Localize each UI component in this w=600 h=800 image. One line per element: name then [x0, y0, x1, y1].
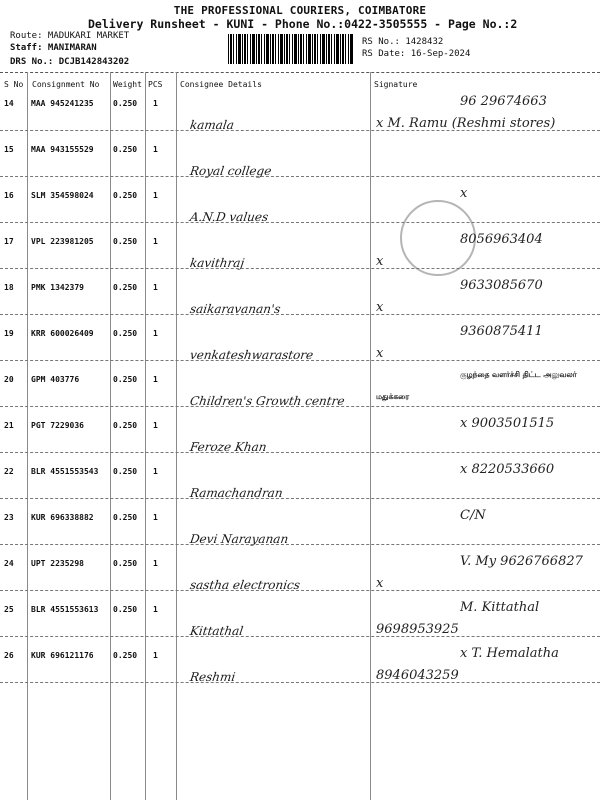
signature-text: 8946043259 [376, 668, 459, 683]
weight-value: 0.250 [113, 421, 138, 430]
company-title: THE PROFESSIONAL COURIERS, COIMBATORE [173, 4, 427, 17]
consignment-number: MAA 945241235 [31, 99, 94, 108]
consignment-number: KUR 696121176 [31, 651, 94, 660]
consignment-number: BLR 4551553543 [31, 467, 99, 476]
serial-number: 25 [4, 605, 14, 614]
column-header-weight: Weight [113, 80, 142, 89]
row-divider [0, 222, 600, 223]
pcs-value: 1 [153, 513, 158, 522]
pcs-value: 1 [153, 145, 158, 154]
signature-text: M. Kittathal [460, 600, 540, 615]
weight-value: 0.250 [113, 375, 138, 384]
row-divider [0, 590, 600, 591]
serial-number: 20 [4, 375, 14, 384]
weight-value: 0.250 [113, 559, 138, 568]
signature-text: 9360875411 [460, 324, 543, 339]
weight-value: 0.250 [113, 651, 138, 660]
signature-text: 9698953925 [376, 622, 459, 637]
route-label: Route: MADUKARI MARKET [10, 31, 130, 41]
table-row [0, 414, 600, 460]
barcode [228, 34, 354, 64]
consignee-name: Devi Narayanan [189, 532, 290, 546]
consignee-name: sastha electronics [189, 578, 301, 592]
pcs-value: 1 [153, 237, 158, 246]
signature-text: மதுக்கரை [376, 392, 410, 401]
table-row [0, 138, 600, 184]
weight-value: 0.250 [113, 191, 138, 200]
consignment-number: KRR 600026409 [31, 329, 94, 338]
consignee-name: venkateshwarastore [189, 348, 315, 362]
table-row [0, 644, 600, 690]
signature-text: x [376, 576, 384, 591]
signature-text: x 9003501515 [460, 416, 555, 431]
consignment-number: GPM 403776 [31, 375, 80, 384]
consignment-number: PMK 1342379 [31, 283, 84, 292]
table-row [0, 322, 600, 368]
column-header-sno: S No [4, 80, 24, 89]
signature-text: குழந்தை வளர்ச்சி திட்ட அலுவலர் [460, 370, 577, 379]
table-row [0, 552, 600, 598]
row-divider [0, 360, 600, 361]
column-header-consignment: Consignment No [32, 80, 100, 89]
table-row [0, 92, 600, 138]
staff-label: Staff: MANIMARAN [10, 43, 97, 53]
consignment-number: UPT 2235298 [31, 559, 84, 568]
signature-text: C/N [460, 508, 486, 523]
consignee-name: A.N.D values [189, 210, 270, 224]
pcs-value: 1 [153, 329, 158, 338]
consignee-name: kavithraj [189, 256, 246, 270]
consignment-number: SLM 354598024 [31, 191, 94, 200]
pcs-value: 1 [153, 605, 158, 614]
pcs-value: 1 [153, 283, 158, 292]
signature-text: x M. Ramu (Reshmi stores) [376, 116, 556, 131]
weight-value: 0.250 [113, 145, 138, 154]
table-row [0, 506, 600, 552]
weight-value: 0.250 [113, 329, 138, 338]
table-row [0, 276, 600, 322]
consignment-number: PGT 7229036 [31, 421, 84, 430]
pcs-value: 1 [153, 191, 158, 200]
serial-number: 26 [4, 651, 14, 660]
serial-number: 21 [4, 421, 14, 430]
table-row [0, 460, 600, 506]
row-divider [0, 682, 600, 683]
consignee-name: Royal college [189, 164, 273, 178]
consignee-name: saikaravanan's [189, 302, 282, 316]
signature-text: 9633085670 [460, 278, 543, 293]
consignee-name: kamala [189, 118, 235, 132]
serial-number: 23 [4, 513, 14, 522]
runsheet-subtitle: Delivery Runsheet - KUNI - Phone No.:0422-3505555 - Page No.:2 [88, 17, 518, 31]
row-divider [0, 130, 600, 131]
consignment-number: BLR 4551553613 [31, 605, 99, 614]
row-divider [0, 268, 600, 269]
weight-value: 0.250 [113, 467, 138, 476]
pcs-value: 1 [153, 467, 158, 476]
pcs-value: 1 [153, 651, 158, 660]
row-divider [0, 314, 600, 315]
weight-value: 0.250 [113, 605, 138, 614]
consignee-name: Children's Growth centre [189, 394, 346, 408]
table-row [0, 598, 600, 644]
serial-number: 16 [4, 191, 14, 200]
rs-date: RS Date: 16-Sep-2024 [362, 49, 471, 59]
serial-number: 17 [4, 237, 14, 246]
weight-value: 0.250 [113, 283, 138, 292]
signature-text: x [376, 254, 384, 269]
row-divider [0, 406, 600, 407]
table-top-rule [0, 72, 600, 73]
table-row [0, 368, 600, 414]
column-header-pcs: PCS [148, 80, 163, 89]
table-row [0, 230, 600, 276]
serial-number: 19 [4, 329, 14, 338]
signature-text: x [376, 346, 384, 361]
weight-value: 0.250 [113, 237, 138, 246]
signature-text: x 8220533660 [460, 462, 555, 477]
pcs-value: 1 [153, 375, 158, 384]
signature-text: 96 29674663 [460, 94, 547, 109]
consignment-number: KUR 696338882 [31, 513, 94, 522]
pcs-value: 1 [153, 421, 158, 430]
consignee-name: Feroze Khan [189, 440, 268, 454]
rs-number: RS No.: 1428432 [362, 37, 444, 47]
consignment-number: VPL 223981205 [31, 237, 94, 246]
serial-number: 18 [4, 283, 14, 292]
signature-text: 8056963404 [460, 232, 543, 247]
signature-text: x T. Hemalatha [460, 646, 559, 661]
serial-number: 15 [4, 145, 14, 154]
row-divider [0, 636, 600, 637]
table-row [0, 184, 600, 230]
signature-text: x [460, 186, 468, 201]
column-header-consignee: Consignee Details [180, 80, 262, 89]
row-divider [0, 176, 600, 177]
serial-number: 14 [4, 99, 14, 108]
row-divider [0, 452, 600, 453]
row-divider [0, 544, 600, 545]
row-divider [0, 498, 600, 499]
signature-text: x [376, 300, 384, 315]
serial-number: 24 [4, 559, 14, 568]
weight-value: 0.250 [113, 513, 138, 522]
consignee-name: Ramachandran [189, 486, 284, 500]
signature-text: V. My 9626766827 [460, 554, 583, 569]
consignee-name: Reshmi [189, 670, 237, 684]
drs-number: DRS No.: DCJB142843202 [10, 57, 130, 67]
pcs-value: 1 [153, 559, 158, 568]
pcs-value: 1 [153, 99, 158, 108]
consignee-name: Kittathal [189, 624, 245, 638]
consignment-number: MAA 943155529 [31, 145, 94, 154]
column-header-signature: Signature [374, 80, 418, 89]
serial-number: 22 [4, 467, 14, 476]
weight-value: 0.250 [113, 99, 138, 108]
